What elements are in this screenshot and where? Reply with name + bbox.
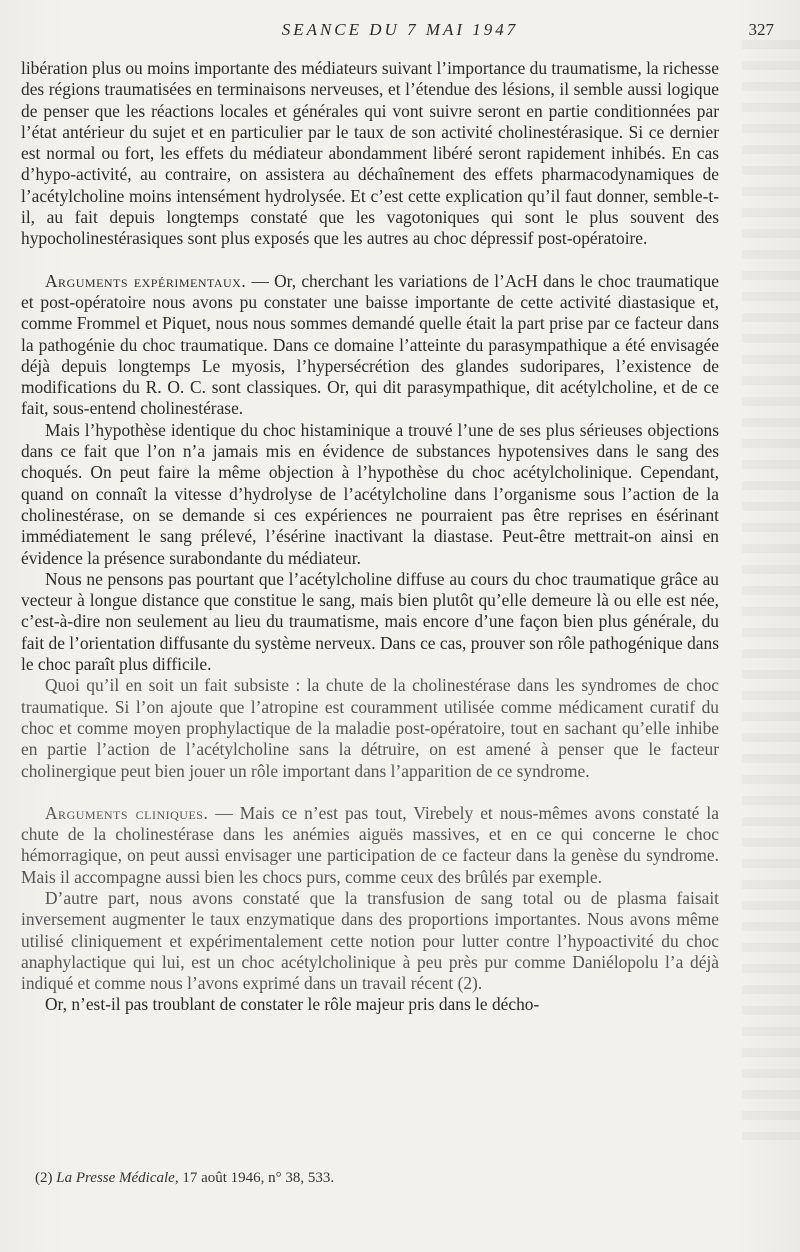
footnote-details: 17 août 1946, n° 38, 533. (178, 1170, 335, 1186)
paragraph-text: — Mais ce n’est pas tout, Virebely et nous-mêmes avons constaté la chute de la cholinestérase dans les anémies aiguës massives, et en ce qui concerne le choc hémorragique, on peut aussi envisager une participation de ce facteur dans la genèse du syndrome. Mais il accompagne aussi bien les chocs purs, comme ceux des brûlés par exemple. (21, 802, 719, 887)
paragraph-final-fragment: Or, n’est-il pas troublant de constater le rôle majeur pris dans le décho- (45, 994, 540, 1015)
footnote-journal: La Presse Médicale, (56, 1170, 179, 1186)
paragraph-continuation: libération plus ou moins importante des médiateurs suivant l’importance du traumatisme, la richesse des régions traumatisées en terminaisons nerveuses, et l’étendue des lésions, il semble aussi logique de penser que les réactions locales et générales qui vont suivre seront en partie conditionnées par l’état antérieur du sujet et en particulier par le taux de son activité cholinestérasique. Si ce dernier est normal ou fort, les effets du médiateur abondamment libéré seront rapidement inhibés. En cas d’hypo-activité, au contraire, on assistera au déchaînement des effets pharmacodynamiques de l’acétylcholine moins intensément hydrolysée. Et c’est cette explication qu’il faut donner, semble-t-il, au fait depuis longtemps constaté que les vagotoniques qui sont le plus souvent des hypocholinestérasiques sont plus exposés que les autres au choc dépressif post-opératoire. (21, 58, 719, 249)
paragraph-clinical-arguments (21, 803, 719, 888)
footnote-marker: (2) (35, 1170, 53, 1186)
paragraph-cholinesterase-fall: Quoi qu’il en soit un fait subsiste : la chute de la cholinestérase dans les syndromes de choc traumatique. Si l’on ajoute que l’atropine est couramment utilisée comme médicament curatif du choc et comme moyen prophylactique de la maladie post-opératoire, tout en sachant qu’elle inhibe en partie l’action de l’acétylcholine sans la détruire, on est amené à penser que le facteur cholinergique peut bien jouer un rôle important dans l’apparition de ce syndrome. (21, 675, 719, 781)
paragraph-transfusion: D’autre part, nous avons constaté que la transfusion de sang total ou de plasma faisait inversement augmenter le taux enzymatique dans des proportions importantes. Nous avons même utilisé cliniquement et expérimentalement cette notion pour lutter contre l’hypoactivité du choc anaphylactique qui lui, est un choc acétylcholinique à peu près pur comme Daniélopolu l’a déjà indiqué et comme nous l’avons exprimé dans un travail récent (2). (21, 887, 719, 994)
article-body (21, 58, 719, 1016)
paragraph-diffusion: Nous ne pensons pas pourtant que l’acétylcholine diffuse au cours du choc traumatique grâce au vecteur à longue distance que constitue le sang, mais bien plutôt qu’elle demeure là ou elle est née, c’est-à-dire non seulement au lieu du traumatisme, mais encore d’une façon bien plus générale, du fait de l’orientation diffusante du système nerveux. Dans ce cas, prouver son rôle pathogénique dans le choc paraît plus difficile. (21, 568, 719, 675)
paragraph-text: — Or, cherchant les variations de l’AcH dans le choc traumatique et post-opératoire nous avons pu constater une baisse importante de cette activité diastasique et, comme Frommel et Piquet, nous nous sommes demandé quelle était la part prise par ce facteur dans la pathogénie du choc traumatique. Dans ce domaine l’atteinte du parasympathique a été envisagée déjà depuis longtemps Le myosis, l’hypersécrétion des glandes sudoripares, l’existence de modifications du R. O. C. sont classiques. Or, qui dit parasympathique, dit acétylcholine, et de ce fait, sous-entend cholinestérase. (21, 270, 719, 419)
show-through-text (742, 40, 800, 1140)
paragraph-experimental-arguments (21, 271, 719, 420)
page-number: 327 (748, 20, 774, 39)
running-head: SEANCE DU 7 MAI 1947 (281, 20, 519, 39)
page-header (0, 20, 800, 46)
section-heading-experimental: Arguments expérimentaux. (45, 270, 247, 291)
section-heading-clinical: Arguments cliniques. (45, 802, 209, 823)
footnote (35, 1170, 334, 1187)
paragraph-histamine-hypothesis: Mais l’hypothèse identique du choc histaminique a trouvé l’une de ses plus sérieuses objections dans ce fait que l’on n’a jamais mis en évidence de substances hypotensives dans le sang des choqués. On peut faire la même objection à l’hypothèse du choc acétylcholinique. Cependant, quand on connaît la vitesse d’hydrolyse de l’acétylcholine dans l’organisme sous l’action de la cholinestérase, on se demande si ces expériences ne pourraient pas être reprises en ésérinant immédiatement le sang prélevé, l’ésérine inactivant la diastase. Peut-être mettrait-on ainsi en évidence la présence surabondante du médiateur. (21, 419, 719, 568)
